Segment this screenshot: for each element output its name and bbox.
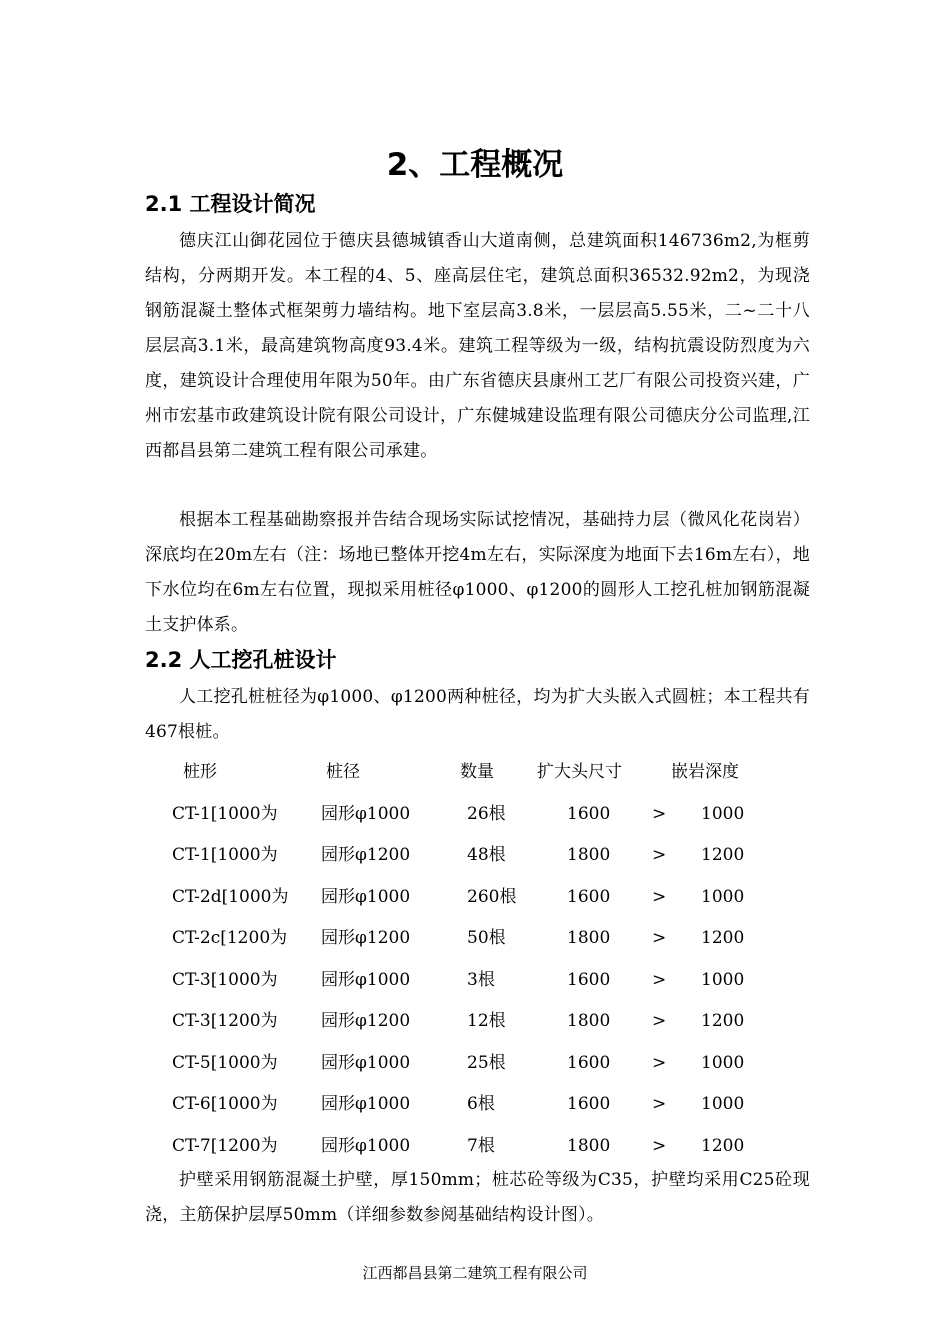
cell-head-size: 1600 [567,1052,611,1073]
pile-table [0,752,950,1167]
page-title: 2、工程概况 [386,147,564,183]
table-row [0,877,950,919]
section-heading-pile-design: 2.2 人工挖孔桩设计 [145,648,337,672]
cell-socket-depth: 1200 [701,1011,745,1031]
cell-pile-type: CT-2c[1200为 [172,928,288,948]
cell-socket-depth: 1000 [701,803,745,824]
header-pile-type: 桩形 [183,762,217,782]
cell-pile-type: CT-2d[1000为 [172,886,289,907]
cell-pile-diameter: 园形φ1000 [321,1052,411,1073]
cell-head-size: 1600 [567,886,611,907]
cell-head-size: 1800 [567,928,611,948]
cell-pile-diameter: 园形φ1200 [321,928,411,948]
cell-comparator: > [652,845,667,865]
cell-comparator: > [652,886,667,907]
cell-head-size: 1800 [567,1011,611,1031]
cell-pile-type: CT-3[1200为 [172,1011,278,1031]
cell-quantity: 3根 [467,969,495,990]
paragraph-project-overview: 德庆江山御花园位于德庆县德城镇香山大道南侧，总建筑面积146736m2,为框剪结构，分两期开发。本工程的4、5、座高层住宅，建筑总面积36532.92m2，为现浇钢筋混凝土整体式框架剪力墙结构。地下室层高3.8米，一层层高5.55米，二~二十八层层高3.1米，最高建筑物高度93.4米。建筑工程等级为一级，结构抗震设防烈度为六度，建筑设计合理使用年限为50年。由广东省德庆县康州工艺厂有限公司投资兴建，广州市宏基市政建筑设计院有限公司设计，广东健城建设监理有限公司德庆分公司监理,江西都昌县第二建筑工程有限公司承建。 [145,231,810,461]
cell-pile-diameter: 园形φ1200 [321,1011,411,1031]
header-pile-diameter: 桩径 [326,762,360,782]
table-row [0,835,950,877]
cell-comparator: > [652,969,667,990]
cell-socket-depth: 1000 [701,886,745,907]
cell-quantity: 26根 [467,803,506,824]
table-row [0,1043,950,1085]
cell-pile-diameter: 园形φ1000 [321,969,411,990]
cell-pile-type: CT-1[1000为 [172,845,278,865]
table-row [0,960,950,1002]
section-heading-design-overview: 2.1 工程设计简况 [145,192,316,216]
cell-socket-depth: 1200 [701,928,745,948]
cell-head-size: 1800 [567,845,611,865]
cell-socket-depth: 1000 [701,1052,745,1073]
pile-table-header [0,752,950,794]
cell-pile-type: CT-7[1200为 [172,1135,278,1156]
cell-pile-diameter: 园形φ1200 [321,845,411,865]
cell-quantity: 260根 [467,886,517,907]
cell-pile-type: CT-1[1000为 [172,803,278,824]
cell-comparator: > [652,1011,667,1031]
cell-socket-depth: 1000 [701,1094,745,1114]
paragraph-retaining-wall: 护壁采用钢筋混凝土护壁，厚150mm；桩芯砼等级为C35，护壁均采用C25砼现浇，主筋保护层厚50mm（详细参数参阅基础结构设计图）。 [145,1170,810,1225]
cell-quantity: 12根 [467,1011,506,1031]
cell-quantity: 6根 [467,1094,495,1114]
cell-quantity: 50根 [467,928,506,948]
cell-pile-diameter: 园形φ1000 [321,803,411,824]
cell-head-size: 1800 [567,1135,611,1156]
cell-comparator: > [652,928,667,948]
cell-comparator: > [652,1052,667,1073]
paragraph-foundation-survey: 根据本工程基础勘察报并告结合现场实际试挖情况，基础持力层（微风化花岗岩）深底均在20m左右（注：场地已整体开挖4m左右，实际深度为地面下去16m左右），地下水位均在6m左右位置，现拟采用桩径φ1000、φ1200的圆形人工挖孔桩加钢筋混凝土支护体系。 [145,510,810,635]
table-row [0,918,950,960]
paragraph-pile-summary: 人工挖孔桩桩径为φ1000、φ1200两种桩径，均为扩大头嵌入式圆桩；本工程共有467根桩。 [145,687,810,742]
cell-socket-depth: 1200 [701,1135,745,1156]
cell-socket-depth: 1000 [701,969,745,990]
cell-pile-diameter: 园形φ1000 [321,1135,411,1156]
header-rock-socket-depth: 嵌岩深度 [671,762,739,782]
cell-quantity: 48根 [467,845,506,865]
page-footer-company: 江西都昌县第二建筑工程有限公司 [362,1264,588,1282]
cell-comparator: > [652,1094,667,1114]
cell-socket-depth: 1200 [701,845,745,865]
cell-quantity: 7根 [467,1135,495,1156]
cell-pile-type: CT-5[1000为 [172,1052,278,1073]
cell-head-size: 1600 [567,1094,611,1114]
header-enlarged-head-size: 扩大头尺寸 [537,762,622,782]
cell-comparator: > [652,1135,667,1156]
cell-head-size: 1600 [567,969,611,990]
cell-quantity: 25根 [467,1052,506,1073]
header-quantity: 数量 [460,762,494,782]
table-row [0,1001,950,1043]
cell-pile-diameter: 园形φ1000 [321,886,411,907]
cell-pile-diameter: 园形φ1000 [321,1094,411,1114]
cell-head-size: 1600 [567,803,611,824]
table-row [0,794,950,836]
cell-pile-type: CT-6[1000为 [172,1094,278,1114]
table-row [0,1126,950,1168]
table-row [0,1084,950,1126]
cell-comparator: > [652,803,667,824]
cell-pile-type: CT-3[1000为 [172,969,278,990]
